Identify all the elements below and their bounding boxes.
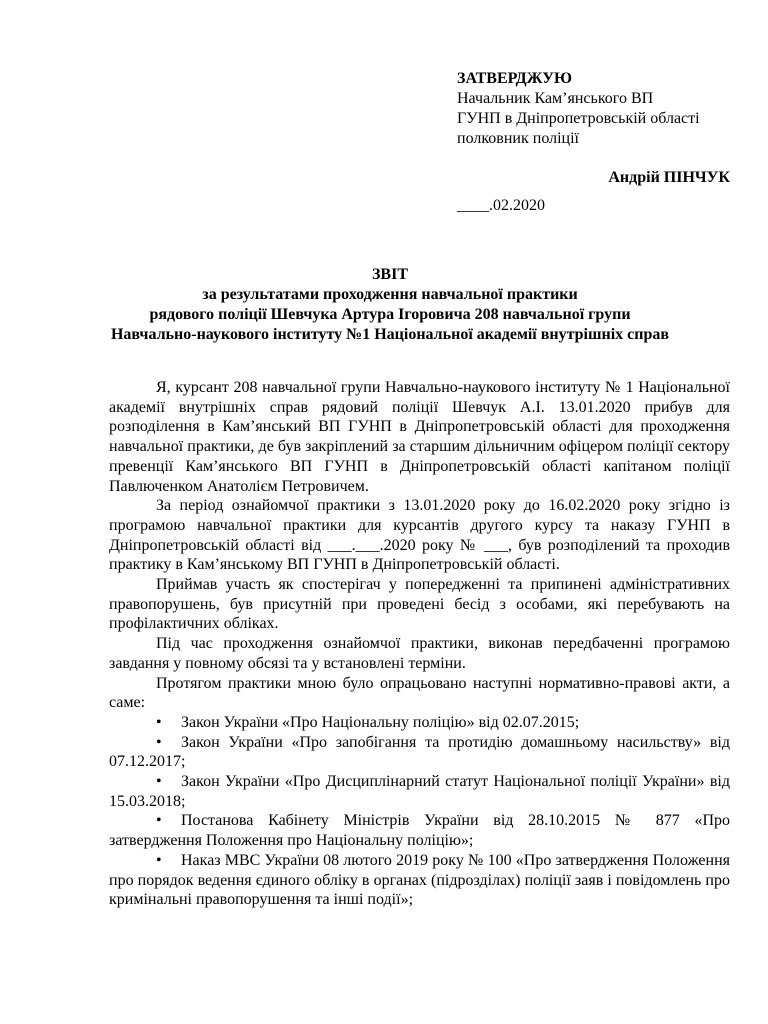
report-title-line3: рядового поліції Шевчука Артура Ігоровича 208 навчальної групи — [149, 306, 631, 323]
list-item — [109, 713, 730, 733]
paragraph-acts-intro: Протягом практики мною було опрацьовано наступні нормативно-правові акти, а саме: — [109, 674, 730, 712]
approval-date: ____.02.2020 — [457, 197, 545, 214]
report-body — [109, 378, 730, 910]
paragraph-period: За період ознайомчої практики з 13.01.2020 року до 16.02.2020 року згідно із програмою навчальної практики для курсантів другого курсу та наказу ГУНП в Дніпропетровській області від ___.___.2020 року № ___, був розподілений та проходив практику в Кам’янському ВП ГУНП в Дніпропетровській області. — [109, 497, 730, 574]
paragraph-participation: Приймав участь як спостерігач у попередженні та припинені адміністративних правопорушень, був присутній при проведені бесід з особами, які перебувають на профілактичних обліках. — [109, 576, 730, 633]
approval-position-line2: ГУНП в Дніпропетровській області — [457, 110, 700, 127]
approval-signatory: Андрій ПІНЧУК — [608, 169, 730, 186]
list-item — [109, 733, 730, 772]
act-text: Постанова Кабінету Міністрів України від 28.10.2015 № 877 «Про затвердження Положення про Національну поліцію»; — [109, 812, 730, 850]
bullet-icon: • — [156, 773, 162, 791]
act-text: Закон України «Про Дисциплінарний статут Національної поліції України» від 15.03.2018; — [109, 773, 730, 810]
list-item — [109, 811, 730, 850]
approval-rank: полковник поліції — [457, 130, 579, 147]
legal-acts-list — [109, 713, 730, 910]
paragraph-tasks: Під час проходження ознайомчої практики, виконав передбаченні програмою завдання у повному обсязі та у встановлені терміни. — [109, 635, 730, 672]
list-item — [109, 772, 730, 811]
approval-position-line1: Начальник Кам’янського ВП — [457, 90, 654, 107]
list-item — [109, 851, 730, 910]
act-text: Закон України «Про запобігання та протидію домашньому насильству» від 07.12.2017; — [109, 733, 730, 771]
report-title-line2: за результатами проходження навчальної практики — [202, 286, 578, 303]
approval-block — [457, 69, 737, 216]
act-text: Наказ МВС України 08 лютого 2019 року № 100 «Про затвердження Положення про порядок ведення єдиного обліку в органах (підрозділах) поліції заяв і повідомлень про кримінальні правопорушення та інші події»; — [109, 851, 730, 909]
report-title-word: ЗВІТ — [371, 266, 408, 283]
act-text: Закон України «Про Національну поліцію» від 02.07.2015; — [181, 713, 580, 731]
approval-heading: ЗАТВЕРДЖУЮ — [457, 70, 573, 87]
report-title-line4: Навчально-наукового інституту №1 Національної академії внутрішніх справ — [110, 326, 670, 343]
bullet-icon: • — [156, 812, 162, 830]
paragraph-arrival: Я, курсант 208 навчальної групи Навчально-наукового інституту № 1 Національної академії внутрішніх справ рядовий поліції Шевчук А.І. 13.01.2020 прибув для розподілення в Кам’янський ВП ГУНП в Дніпропетровській області для проходження навчальної практики, де був закріплений за старшим дільничним офіцером поліції сектору превенції Кам’янського ВП ГУНП в Дніпропетровській області капітаном поліції Павлюченком Анатолієм Петровичем. — [109, 379, 730, 495]
bullet-icon: • — [156, 851, 162, 869]
report-title — [110, 265, 670, 345]
bullet-icon: • — [156, 713, 162, 731]
bullet-icon: • — [156, 733, 162, 751]
